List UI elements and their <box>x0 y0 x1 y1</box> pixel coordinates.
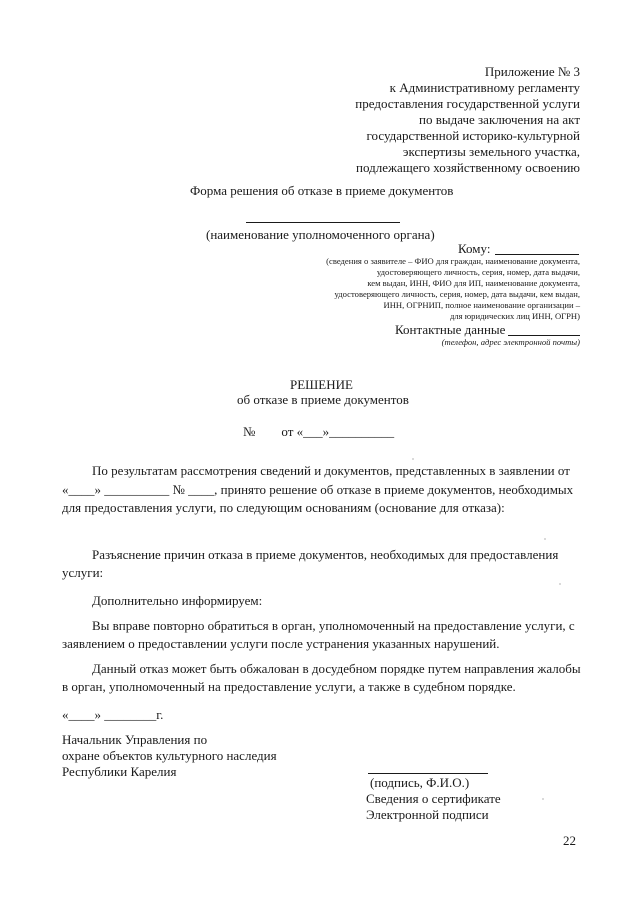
scan-speck <box>412 458 414 460</box>
paragraph-2-line-2: услуги: <box>62 565 104 580</box>
appendix-line: предоставления государственной услуги <box>355 96 580 111</box>
authority-caption: (наименование уполномоченного органа) <box>206 227 435 242</box>
recipient-details-line: (сведения о заявителе – ФИО для граждан, наименование документа, <box>326 256 580 266</box>
recipient-details-line: удостоверяющего личность, серия, номер, дата выдачи, кем выдан, <box>334 289 580 299</box>
appendix-line: к Административному регламенту <box>389 80 580 95</box>
appendix-line: экспертизы земельного участка, <box>402 144 580 159</box>
page-number: 22 <box>563 833 576 848</box>
paragraph-5-line-2: в орган, уполномоченный на предоставление услуги, а также в судебном порядке. <box>62 679 516 694</box>
signer-line: Республики Карелия <box>62 764 177 779</box>
recipient-label: Кому: <box>458 241 491 256</box>
date-line: «____» ________г. <box>62 707 164 722</box>
signature-caption: (подпись, Ф.И.О.) <box>370 775 470 790</box>
appendix-line: государственной историко-культурной <box>366 128 580 143</box>
scan-speck <box>542 798 544 800</box>
form-title: Форма решения об отказе в приеме документов <box>190 183 454 198</box>
authority-name-line <box>246 222 400 223</box>
recipient-details-line: кем выдан, ИНН, ФИО для ИП, наименование документа, <box>367 278 580 288</box>
paragraph-1-line-3: для предоставления услуги, по следующим основаниям (основание для отказа): <box>62 500 505 515</box>
appendix-line: подлежащего хозяйственному освоению <box>356 160 580 175</box>
paragraph-1-line-2: «____» __________ № ____, принято решение об отказе в приеме документов, необходимых <box>62 482 574 497</box>
recipient-details-line: для юридических лиц ИНН, ОГРН) <box>449 311 580 321</box>
appendix-line: Приложение № 3 <box>484 64 580 79</box>
certificate-line-2: Электронной подписи <box>366 807 489 822</box>
signer-line: охране объектов культурного наследия <box>62 748 277 763</box>
paragraph-5-line-1: Данный отказ может быть обжалован в досудебном порядке путем направления жалобы <box>92 661 581 676</box>
paragraph-4-line-1: Вы вправе повторно обратиться в орган, уполномоченный на предоставление услуги, с <box>92 618 575 633</box>
signer-line: Начальник Управления по <box>62 732 208 747</box>
decision-title: РЕШЕНИЕ <box>290 377 353 392</box>
certificate-line-1: Сведения о сертификате <box>366 791 501 806</box>
recipient-details-line: удостоверяющего личность, серия, номер, дата выдачи, <box>376 267 580 277</box>
paragraph-3: Дополнительно информируем: <box>92 593 263 608</box>
decision-subtitle: об отказе в приеме документов <box>237 392 409 407</box>
contacts-caption: (телефон, адрес электронной почты) <box>441 337 580 347</box>
paragraph-1-line-1: По результатам рассмотрения сведений и документов, представленных в заявлении от <box>92 463 570 478</box>
scan-speck <box>544 538 546 540</box>
decision-number-line: № от «___»__________ <box>243 424 395 439</box>
contacts-line <box>508 335 580 336</box>
recipient-details-line: ИНН, ОГРНИП, полное наименование организации – <box>383 300 580 310</box>
paragraph-2-line-1: Разъяснение причин отказа в приеме документов, необходимых для предоставления <box>92 547 559 562</box>
scan-speck <box>559 583 561 585</box>
paragraph-4-line-2: заявлением о предоставлении услуги после устранения указанных нарушений. <box>62 636 500 651</box>
appendix-line: по выдаче заключения на акт <box>419 112 580 127</box>
recipient-line <box>495 254 579 255</box>
contacts-label: Контактные данные <box>395 322 506 337</box>
